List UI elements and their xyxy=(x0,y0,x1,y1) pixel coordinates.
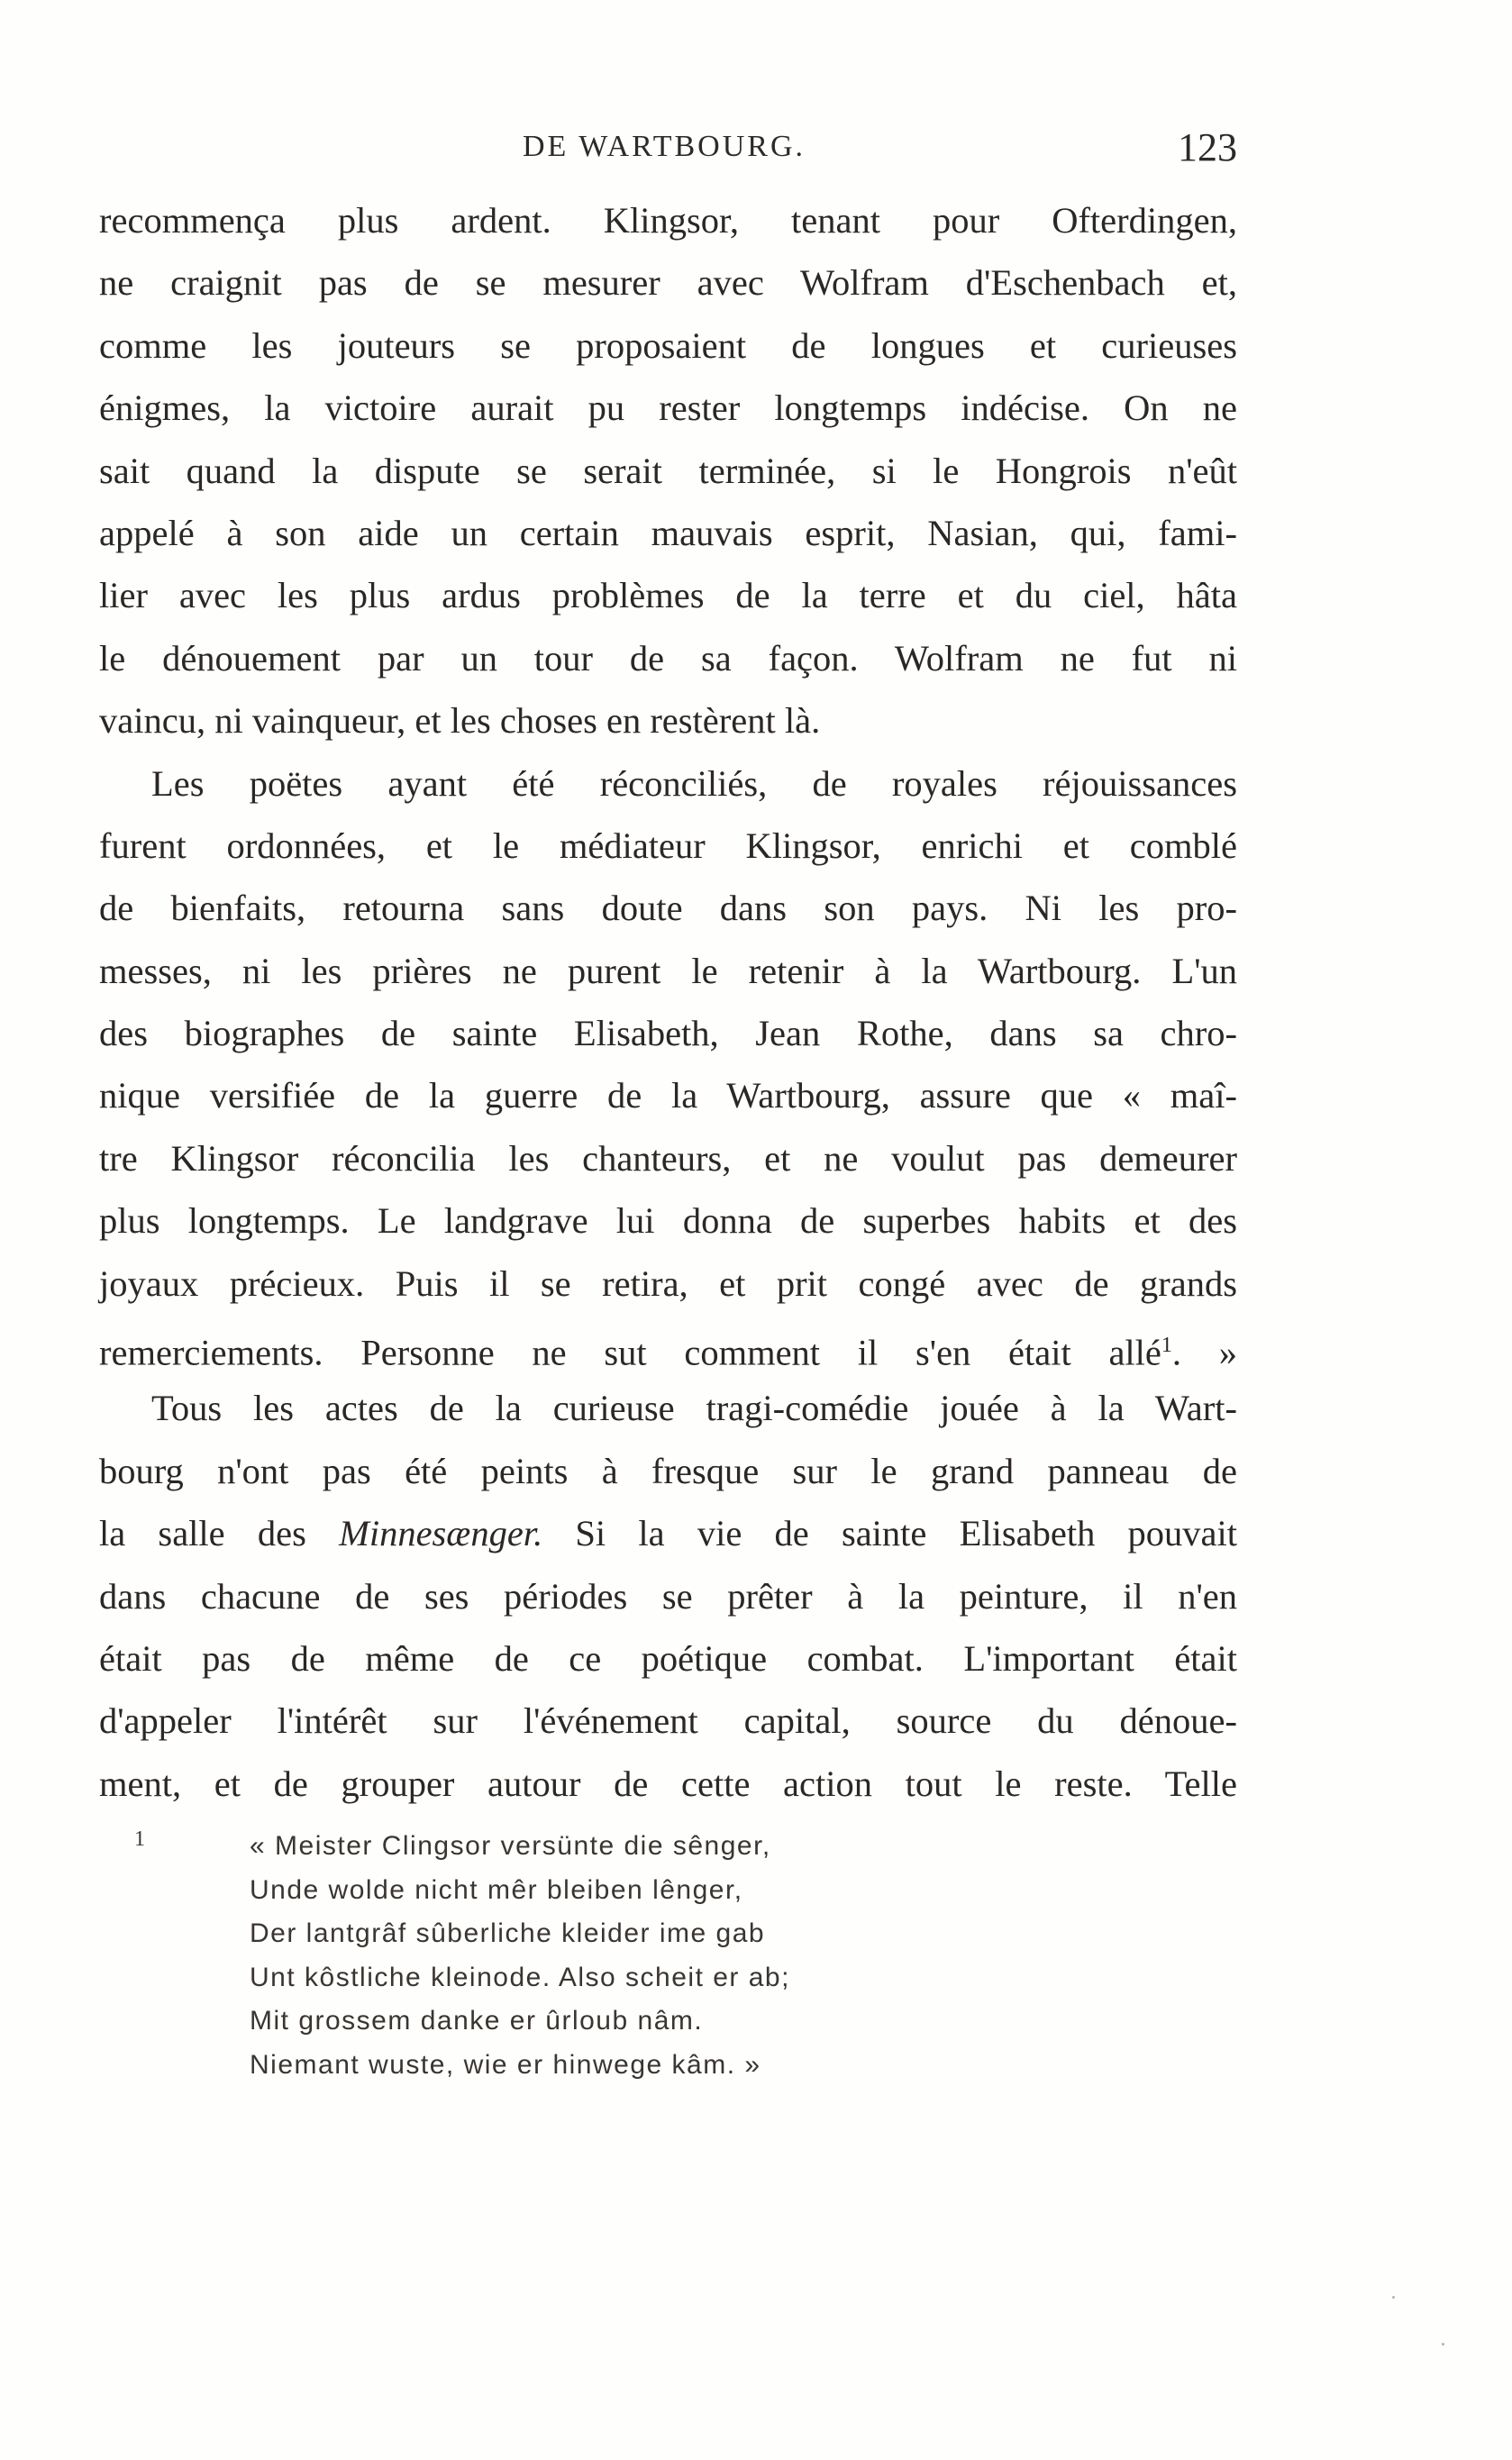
text-line: ne craignit pas de se mesurer avec Wolfram d'Eschenbach et, xyxy=(99,262,1237,304)
paper-speck xyxy=(1392,2296,1395,2299)
text-line: sait quand la dispute se serait terminée, si le Hongrois n'eût xyxy=(99,450,1237,491)
paper-speck xyxy=(1442,2343,1444,2346)
text-line: tre Klingsor réconcilia les chanteurs, et ne voulut pas demeurer xyxy=(99,1137,1237,1179)
page-number: 123 xyxy=(1178,125,1237,169)
text-line: ment, et de grouper autour de cette action tout le reste. Telle xyxy=(99,1763,1237,1804)
text-fragment: la salle des xyxy=(99,1513,306,1554)
quote-close: . » xyxy=(1171,1332,1238,1373)
text-line: bourg n'ont pas été peints à fresque sur le grand panneau de xyxy=(99,1450,1237,1491)
footnote-marker: 1 xyxy=(134,1827,147,1851)
text-line: d'appeler l'intérêt sur l'événement capital, source du dénoue- xyxy=(99,1700,1237,1742)
text-line: Tous les actes de la curieuse tragi-comédie jouée à la Wart- xyxy=(151,1388,1237,1429)
running-head xyxy=(99,124,1237,169)
text-line: dans chacune de ses périodes se prêter à la peinture, il n'en xyxy=(99,1575,1237,1617)
text-fragment: Si la vie de sainte Elisabeth pouvait xyxy=(542,1513,1238,1554)
text-line: Les poëtes ayant été réconciliés, de royales réjouissances xyxy=(151,762,1237,804)
text-line: joyaux précieux. Puis il se retira, et prit congé avec de grands xyxy=(99,1262,1237,1304)
text-line: de bienfaits, retourna sans doute dans son pays. Ni les pro- xyxy=(99,888,1237,929)
footnote xyxy=(134,1825,948,2087)
text-fragment: remerciements. Personne ne sut comment il s'en était allé xyxy=(99,1332,1161,1373)
body-text xyxy=(99,189,1237,1815)
text-line: plus longtemps. Le landgrave lui donna de superbes habits et des xyxy=(99,1200,1237,1242)
text-line-with-footnote-ref xyxy=(99,1315,1237,1377)
footnote-verse-line: Unde wolde nicht mêr bleiben lênger, xyxy=(250,1874,743,1905)
footnote-verse-line: Niemant wuste, wie er hinwege kâm. » xyxy=(250,2049,761,2080)
footnote-reference: 1 xyxy=(1161,1334,1172,1358)
text-line-with-italic xyxy=(99,1502,1237,1564)
footnote-verse-line: Unt kôstliche kleinode. Also scheit er ab; xyxy=(250,1962,790,1992)
italic-term: Minnesænger. xyxy=(339,1513,543,1554)
text-line: vaincu, ni vainqueur, et les choses en restèrent là. xyxy=(99,700,821,742)
text-line: furent ordonnées, et le médiateur Klingsor, enrichi et comblé xyxy=(99,825,1237,866)
text-line: recommença plus ardent. Klingsor, tenant pour Ofterdingen, xyxy=(99,200,1237,241)
text-line: appelé à son aide un certain mauvais esprit, Nasian, qui, fami- xyxy=(99,512,1237,553)
text-line: le dénouement par un tour de sa façon. Wolfram ne fut ni xyxy=(99,637,1237,679)
text-line: des biographes de sainte Elisabeth, Jean Rothe, dans sa chro- xyxy=(99,1013,1237,1054)
text-line: lier avec les plus ardus problèmes de la terre et du ciel, hâta xyxy=(99,575,1237,616)
text-line: messes, ni les prières ne purent le retenir à la Wartbourg. L'un xyxy=(99,950,1237,991)
text-line: nique versifiée de la guerre de la Wartbourg, assure que « maî- xyxy=(99,1075,1237,1116)
footnote-verse-line: « Meister Clingsor versünte die sênger, xyxy=(250,1831,771,1861)
footnote-verse-line: Mit grossem danke er ûrloub nâm. xyxy=(250,2006,704,2036)
footnote-verse-line: Der lantgrâf sûberliche kleider ime gab xyxy=(250,1918,766,1948)
text-line: comme les jouteurs se proposaient de longues et curieuses xyxy=(99,324,1237,366)
text-line: était pas de même de ce poétique combat. L'important était xyxy=(99,1637,1237,1679)
text-line: énigmes, la victoire aurait pu rester longtemps indécise. On ne xyxy=(99,387,1237,429)
running-title: DE WARTBOURG. xyxy=(523,130,806,163)
